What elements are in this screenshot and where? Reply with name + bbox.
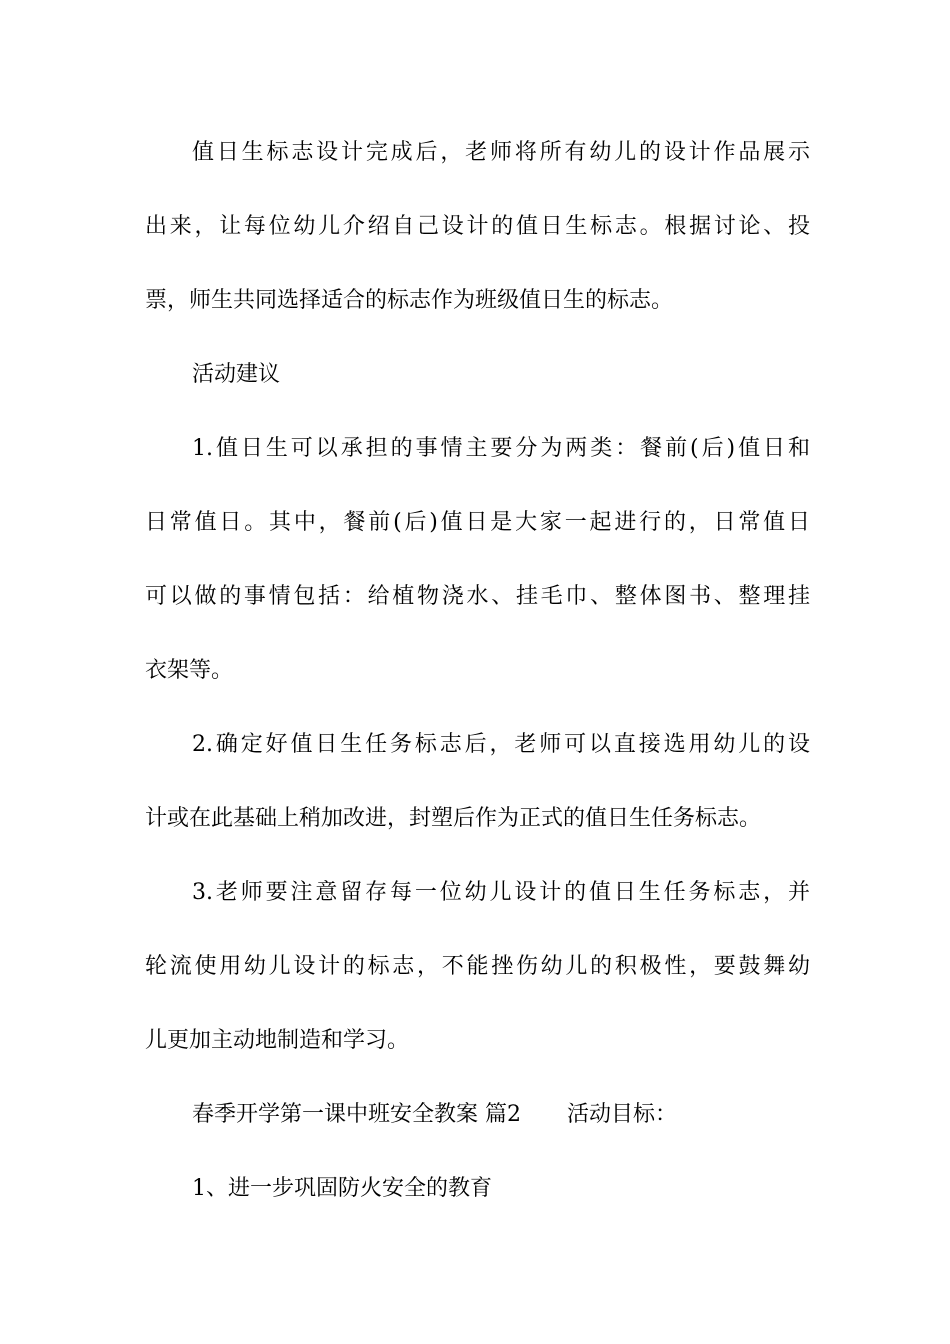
activity-goal-label: 活动目标： [567,1102,678,1127]
lesson-title: 春季开学第一课中班安全教案 篇2 [192,1102,521,1127]
paragraph-line: 出来，让每位幼儿介绍自己设计的值日生标志。根据讨论、投 [145,214,810,239]
paragraph-line: 衣架等。 [145,658,234,683]
paragraph-line: 可以做的事情包括：给植物浇水、挂毛巾、整体图书、整理挂 [145,584,810,609]
paragraph-line: 票，师生共同选择适合的标志作为班级值日生的标志。 [145,288,674,313]
paragraph-line: 3.老师要注意留存每一位幼儿设计的值日生任务标志，并 [192,880,810,905]
paragraph-line: 2.确定好值日生任务标志后，老师可以直接选用幼儿的设 [192,732,810,757]
paragraph-line: 儿更加主动地制造和学习。 [145,1028,410,1053]
paragraph-line: 1.值日生可以承担的事情主要分为两类：餐前(后)值日和 [192,436,810,461]
lesson-title-line [192,1100,810,1130]
paragraph-line: 值日生标志设计完成后，老师将所有幼儿的设计作品展示 [192,140,810,165]
paragraph-line: 计或在此基础上稍加改进，封塑后作为正式的值日生任务标志。 [145,806,762,831]
goal-item: 1、进一步巩固防火安全的教育 [192,1176,492,1201]
section-heading: 活动建议 [192,362,281,387]
paragraph-line: 日常值日。其中，餐前(后)值日是大家一起进行的，日常值日 [145,510,810,535]
paragraph-line: 轮流使用幼儿设计的标志，不能挫伤幼儿的积极性，要鼓舞幼 [145,954,810,979]
